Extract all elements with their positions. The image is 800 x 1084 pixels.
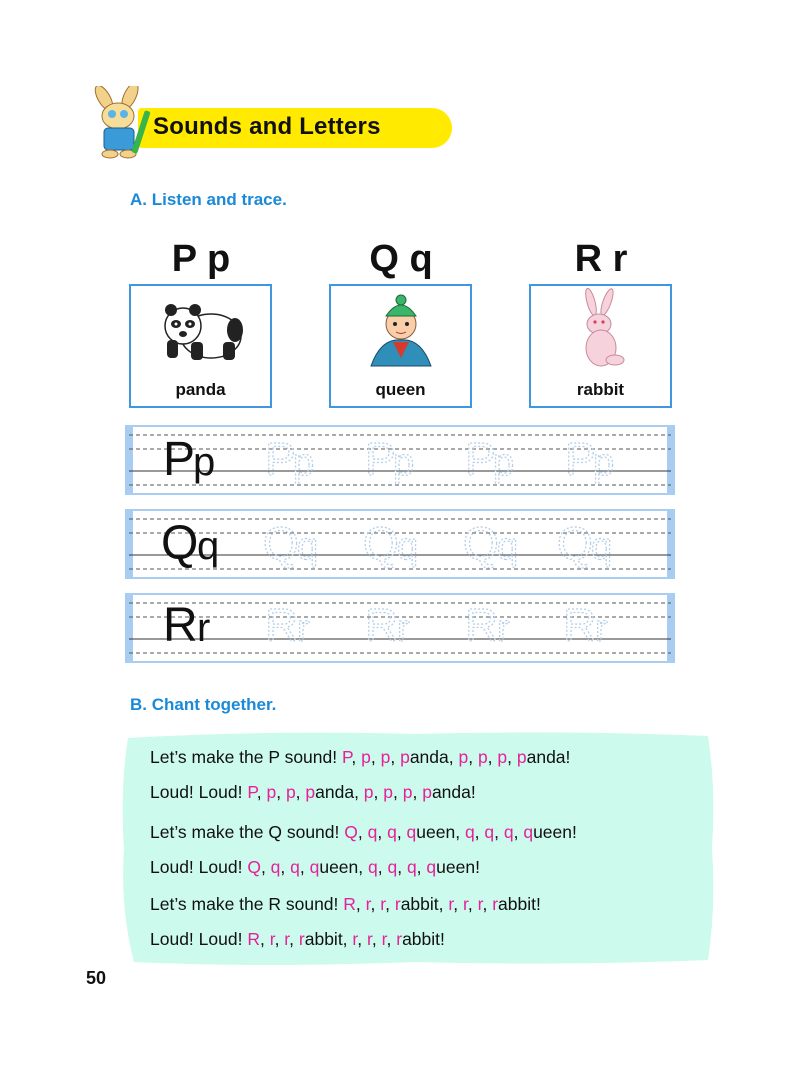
highlight-letter: p [361,747,371,767]
highlight-letter: r [269,929,275,949]
highlight-letter: r [367,929,372,949]
chant-text: , [468,747,478,767]
letter-heading-q: Q q [369,238,433,280]
svg-text:q[interactable]: q [397,526,419,568]
picture-card-panda [129,284,272,408]
svg-text:r[interactable]: r [397,608,410,650]
svg-text:p[interactable]: p [293,442,315,484]
chant-text: , [370,894,381,914]
svg-text:q[interactable]: q [297,526,319,568]
highlight-letter: p [402,782,413,802]
svg-text:R[interactable]: R [465,599,499,651]
svg-text:p[interactable]: p [493,442,515,484]
svg-text:P[interactable]: P [265,433,296,485]
chant-text: , [412,782,423,802]
chant-text: anda! [526,747,571,767]
highlight-letter: q [290,857,300,877]
chant-text: , [385,894,395,914]
chant-text: , [393,782,403,802]
chant-text: , [289,929,299,949]
highlight-letter: q [523,822,534,842]
chant-text: , [474,822,485,842]
highlight-letter: q [484,822,495,842]
letter-heading-r: R r [574,238,628,280]
svg-text:Q[interactable]: Q [363,517,399,569]
chant-line-5 [150,894,541,915]
chant-text: , [295,782,306,802]
picture-card-queen [329,284,472,408]
highlight-letter: p [305,782,316,802]
chant-line-3 [150,822,577,843]
highlight-letter: r [381,929,387,949]
highlight-letter: P [341,747,352,767]
chant-text: Loud! Loud! [150,782,248,802]
chant-text: Let’s make the Q sound! [150,822,345,842]
highlight-letter: p [516,747,527,767]
chant-line-6 [150,929,445,950]
highlight-letter: r [352,929,358,949]
chant-text: abbit! [498,894,541,914]
highlight-letter: p [380,747,391,767]
chant-text: anda, [315,782,364,802]
highlight-letter: q [406,857,417,877]
chant-text: , [386,929,397,949]
svg-text:P[interactable]: P [465,433,496,485]
chant-text: , [416,857,427,877]
highlight-letter: r [284,929,290,949]
card-word-queen: queen [375,380,426,399]
highlight-letter: p [477,747,488,767]
highlight-letter: P [247,782,257,802]
model-letter-p: P [163,433,196,486]
trace-lines-p [125,425,675,495]
queen-icon [331,286,470,380]
page-title: Sounds and Letters [153,113,381,140]
chant-line-1 [150,747,570,768]
chant-text: , [370,747,381,767]
model-letter-q: Q [161,517,199,570]
chant-text: , [397,857,407,877]
svg-text:q[interactable]: q [591,526,613,568]
highlight-letter: q [367,822,378,842]
highlight-letter: q [406,822,417,842]
chant-text: , [259,929,270,949]
chant-text: , [351,747,362,767]
svg-text:P[interactable]: P [565,433,596,485]
svg-text:Q[interactable]: Q [263,517,299,569]
rabbit-icon [531,286,670,380]
chant-text: abbit, [304,929,353,949]
highlight-letter: r [394,894,401,914]
chant-text: anda! [431,782,476,802]
chant-text: , [467,894,478,914]
highlight-letter: q [503,822,514,842]
chant-text: ueen, [319,857,368,877]
chant-text: , [274,929,285,949]
highlight-letter: r [298,929,305,949]
model-letter-p-lower: p [193,440,216,484]
chant-text: , [390,747,401,767]
svg-text:q[interactable]: q [497,526,519,568]
chant-text: , [377,857,388,877]
highlight-letter: p [422,782,432,802]
svg-text:R[interactable]: R [265,599,299,651]
chant-text: Let’s make the P sound! [150,747,342,767]
highlight-letter: Q [247,857,261,877]
trace-lines-r [125,593,675,663]
chant-text: , [453,894,463,914]
highlight-letter: p [383,782,393,802]
highlight-letter: r [380,894,386,914]
chant-text: , [357,929,368,949]
rabbit-mascot-icon [88,86,154,160]
highlight-letter: p [458,747,469,767]
card-word-rabbit: rabbit [576,380,625,399]
chant-text: Loud! Loud! [150,929,248,949]
highlight-letter: R [247,929,260,949]
highlight-letter: r [396,929,403,949]
chant-text: , [507,747,517,767]
picture-card-rabbit [529,284,672,408]
highlight-letter: q [464,822,475,842]
trace-row-r [125,593,675,663]
panda-icon [131,286,270,380]
svg-text:R[interactable]: R [563,599,597,651]
svg-text:R[interactable]: R [365,599,399,651]
chant-line-4 [150,857,480,878]
chant-text: , [256,782,267,802]
svg-text:Q[interactable]: Q [557,517,593,569]
chant-text: anda, [409,747,459,767]
chant-text: Let’s make the R sound! [150,894,344,914]
chant-text: , [377,822,388,842]
trace-row-p [125,425,675,495]
chant-text: , [482,894,493,914]
highlight-letter: q [309,857,320,877]
chant-text: , [260,857,271,877]
section-a-title: A. Listen and trace. [130,190,287,209]
highlight-letter: R [343,894,356,914]
page-number: 50 [86,968,107,988]
svg-text:r[interactable]: r [595,608,608,650]
svg-text:P[interactable]: P [365,433,396,485]
highlight-letter: r [448,894,454,914]
section-b-title: B. Chant together. [130,695,277,714]
chant-text: , [299,857,310,877]
model-letter-r-lower: r [197,606,211,650]
highlight-letter: p [400,747,410,767]
chant-text: ueen, [416,822,465,842]
chant-text: , [371,929,382,949]
chant-text: , [355,894,366,914]
highlight-letter: p [497,747,508,767]
highlight-letter: q [387,857,398,877]
trace-lines-q [125,509,675,579]
chant-text: , [494,822,504,842]
trace-row-q [125,509,675,579]
chant-text: ueen! [436,857,480,877]
chant-text: , [276,782,286,802]
highlight-letter: q [270,857,281,877]
highlight-letter: r [477,894,483,914]
chant-text: , [396,822,407,842]
chant-text: , [487,747,498,767]
letter-heading-p: P p [171,238,231,280]
card-word-panda: panda [175,380,226,399]
highlight-letter: r [365,894,371,914]
chant-text: abbit, [400,894,449,914]
highlight-letter: p [285,782,296,802]
chant-text: , [357,822,368,842]
highlight-letter: Q [344,822,358,842]
svg-text:Q[interactable]: Q [463,517,499,569]
chant-text: Loud! Loud! [150,857,248,877]
chant-text: , [373,782,384,802]
svg-text:p[interactable]: p [593,442,615,484]
chant-text: , [280,857,291,877]
svg-text:p[interactable]: p [393,442,415,484]
chant-text: ueen! [533,822,577,842]
highlight-letter: q [387,822,397,842]
model-letter-r: R [163,599,198,652]
chant-text: , [513,822,524,842]
svg-text:r[interactable]: r [497,608,510,650]
highlight-letter: q [426,857,437,877]
highlight-letter: p [266,782,277,802]
model-letter-q-lower: q [197,524,220,568]
chant-line-2 [150,782,476,803]
highlight-letter: r [462,894,468,914]
chant-text: abbit! [402,929,445,949]
highlight-letter: p [363,782,374,802]
highlight-letter: q [368,857,378,877]
svg-text:r[interactable]: r [297,608,310,650]
highlight-letter: r [492,894,499,914]
